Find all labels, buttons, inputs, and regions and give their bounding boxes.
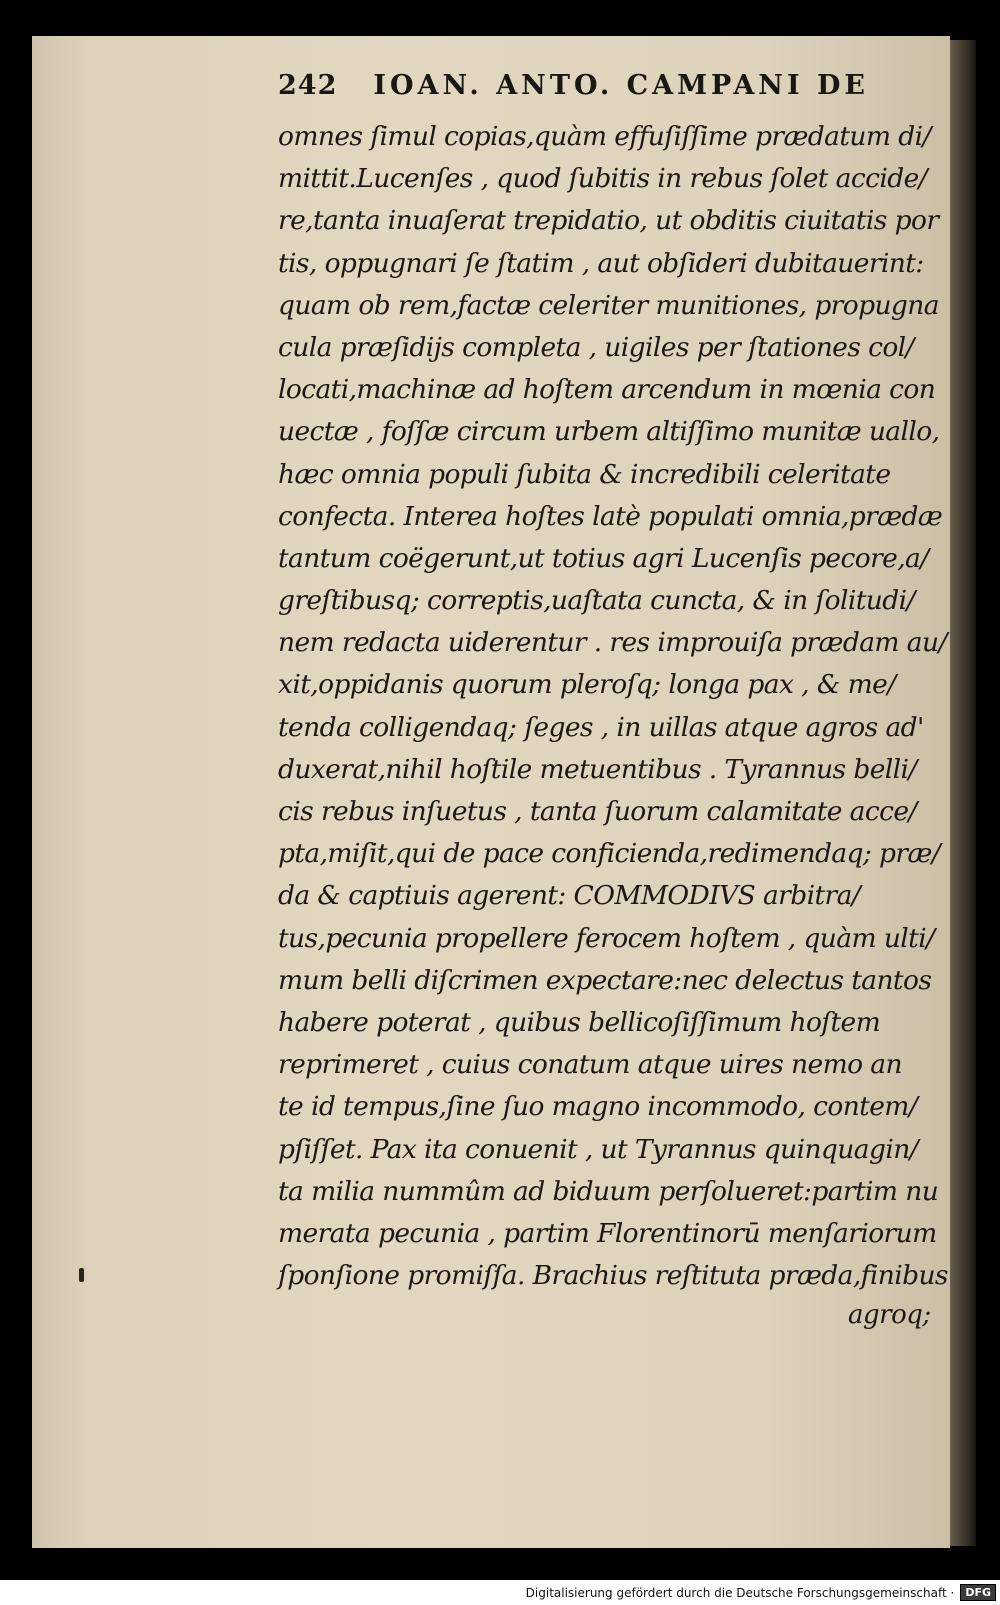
page-edge-shadow xyxy=(950,40,976,1546)
page-number: 242 xyxy=(278,70,338,101)
footer-credit: Digitalisierung gefördert durch die Deutsche Forschungsgemeinschaft · xyxy=(525,1585,955,1600)
catchword: agroq; xyxy=(848,1300,931,1330)
text-line: mittit.Lucenſes , quod ſubitis in rebus ſolet accide/ xyxy=(278,163,927,195)
text-line: confecta. Interea hoſtes latè populati omnia,prædæ xyxy=(278,500,943,532)
text-line: tantum coëgerunt,ut totius agri Lucenſis pecore,a/ xyxy=(278,542,929,574)
footer-bar xyxy=(0,1580,1000,1605)
text-line: tis, oppugnari ſe ſtatim , aut obſideri dubitauerint: xyxy=(278,247,924,279)
body-text xyxy=(278,116,948,1297)
text-line: habere poterat , quibus bellicoſiſſimum hoſtem xyxy=(278,1006,881,1038)
text-line: nem redacta uiderentur . res improuiſa prædam au/ xyxy=(278,627,947,659)
text-line: da & captiuis agerent: COMMODIVS arbitra/ xyxy=(278,880,861,912)
text-line: duxerat,nihil hoſtile metuentibus . Tyrannus belli/ xyxy=(278,753,917,785)
dfg-logo: DFG xyxy=(960,1584,996,1601)
ink-mark xyxy=(79,1268,84,1282)
text-line: uectæ , foſſæ circum urbem altiſſimo munitæ uallo, xyxy=(278,416,940,448)
text-line: greſtibusq; correptis,uaſtata cuncta, & in ſolitudi/ xyxy=(278,585,915,617)
text-line: cula præſidijs completa , uigiles per ſtationes col/ xyxy=(278,331,914,363)
text-line: mum belli diſcrimen expectare:nec delectus tantos xyxy=(278,964,932,996)
text-line: xit,oppidanis quorum pleroſq; longa pax , & me/ xyxy=(278,669,896,701)
text-line: pſiſſet. Pax ita conuenit , ut Tyrannus quinquagin/ xyxy=(278,1133,918,1165)
text-line: quam ob rem,factæ celeriter munitiones, propugna xyxy=(278,289,939,321)
text-line: pta,miſit,qui de pace conficienda,redimendaq; præ/ xyxy=(278,838,941,870)
text-line: locati,machinæ ad hoſtem arcendum in mœnia con xyxy=(278,374,936,406)
running-head: IOAN. ANTO. CAMPANI DE xyxy=(373,70,869,101)
text-line: tenda colligendaq; ſeges , in uillas atque agros ad' xyxy=(278,711,924,743)
text-line: tus,pecunia propellere ferocem hoſtem , quàm ulti/ xyxy=(278,922,935,954)
text-line: merata pecunia , partim Florentinorū menſariorum xyxy=(278,1217,937,1249)
text-line: ta milia nummûm ad biduum perſolueret:partim nu xyxy=(278,1175,939,1207)
text-line: omnes ſimul copias,quàm effuſiſſime prædatum di/ xyxy=(278,121,931,152)
page-header xyxy=(278,70,878,110)
text-line: ſponſione promiſſa. Brachius reſtituta præda,finibus xyxy=(278,1260,948,1292)
text-line: reprimeret , cuius conatum atque uires nemo an xyxy=(278,1049,902,1081)
text-line: re,tanta inuaſerat trepidatio, ut obditis ciuitatis por xyxy=(278,205,939,237)
text-line: hæc omnia populi ſubita & incredibili celeritate xyxy=(278,458,891,490)
text-line: te id tempus,ſine ſuo magno incommodo, contem/ xyxy=(278,1091,918,1123)
text-line: cis rebus inſuetus , tanta ſuorum calamitate acce/ xyxy=(278,796,917,827)
